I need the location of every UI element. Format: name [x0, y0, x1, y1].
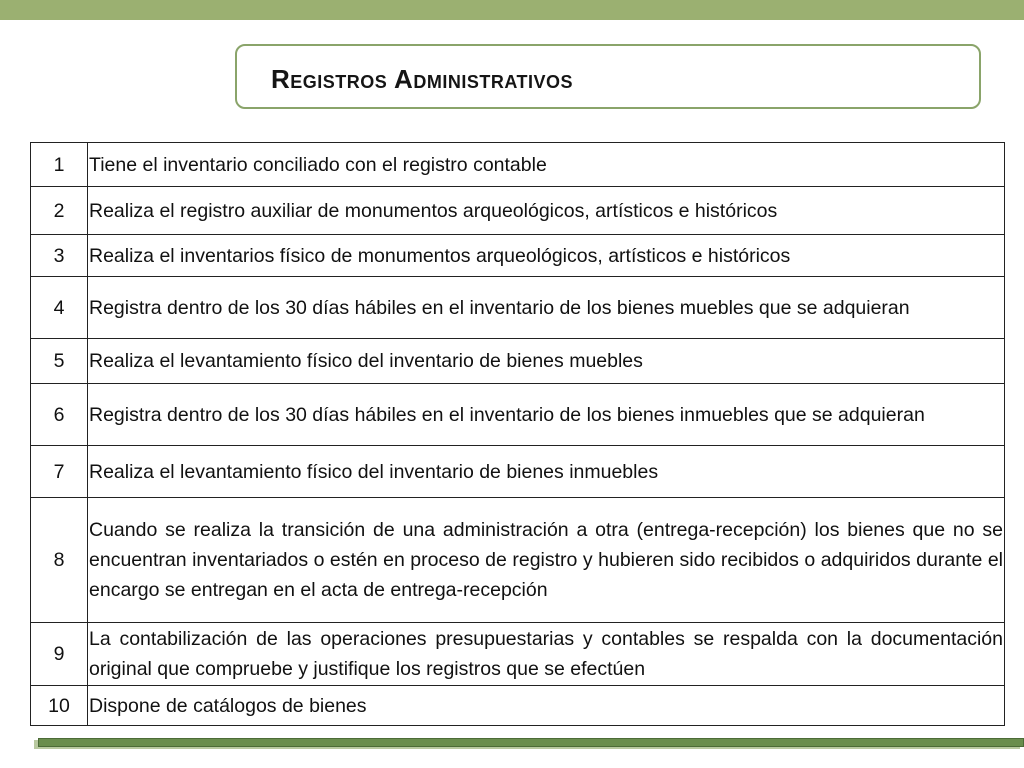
table-row: [31, 384, 1005, 446]
table-row: [31, 235, 1005, 277]
table-row: [31, 187, 1005, 235]
page-title: Registros Administrativos: [271, 64, 573, 94]
table-row: [31, 686, 1005, 726]
row-description: Realiza el levantamiento físico del inventario de bienes muebles: [88, 339, 1005, 384]
bottom-accent-bar: [38, 738, 1024, 747]
top-accent-bar: [0, 0, 1024, 20]
title-box: [235, 44, 981, 109]
row-number: 2: [31, 187, 88, 235]
table-row: [31, 339, 1005, 384]
row-description: La contabilización de las operaciones presupuestarias y contables se respalda con la documentación original que compruebe y justifique los registros que se efectúen: [88, 623, 1005, 686]
row-description: Registra dentro de los 30 días hábiles en el inventario de los bienes inmuebles que se adquieran: [88, 384, 1005, 446]
row-description: Dispone de catálogos de bienes: [88, 686, 1005, 726]
row-description: Tiene el inventario conciliado con el registro contable: [88, 143, 1005, 187]
row-description: Realiza el registro auxiliar de monumentos arqueológicos, artísticos e históricos: [88, 187, 1005, 235]
row-number: 7: [31, 446, 88, 498]
table-row: [31, 623, 1005, 686]
row-number: 4: [31, 277, 88, 339]
row-description: Realiza el levantamiento físico del inventario de bienes inmuebles: [88, 446, 1005, 498]
row-number: 1: [31, 143, 88, 187]
row-description: Cuando se realiza la transición de una administración a otra (entrega-recepción) los bienes que no se encuentran inventariados o estén en proceso de registro y hubieren sido recibidos o adquiridos durante el encargo se entregan en el acta de entrega-recepción: [88, 498, 1005, 623]
table-row: [31, 143, 1005, 187]
table-row: [31, 498, 1005, 623]
row-number: 5: [31, 339, 88, 384]
checklist-table: [30, 142, 1005, 726]
row-number: 3: [31, 235, 88, 277]
row-description: Realiza el inventarios físico de monumentos arqueológicos, artísticos e históricos: [88, 235, 1005, 277]
row-description: Registra dentro de los 30 días hábiles en el inventario de los bienes muebles que se adquieran: [88, 277, 1005, 339]
row-number: 9: [31, 623, 88, 686]
row-number: 10: [31, 686, 88, 726]
table-row: [31, 277, 1005, 339]
table-row: [31, 446, 1005, 498]
row-number: 6: [31, 384, 88, 446]
row-number: 8: [31, 498, 88, 623]
